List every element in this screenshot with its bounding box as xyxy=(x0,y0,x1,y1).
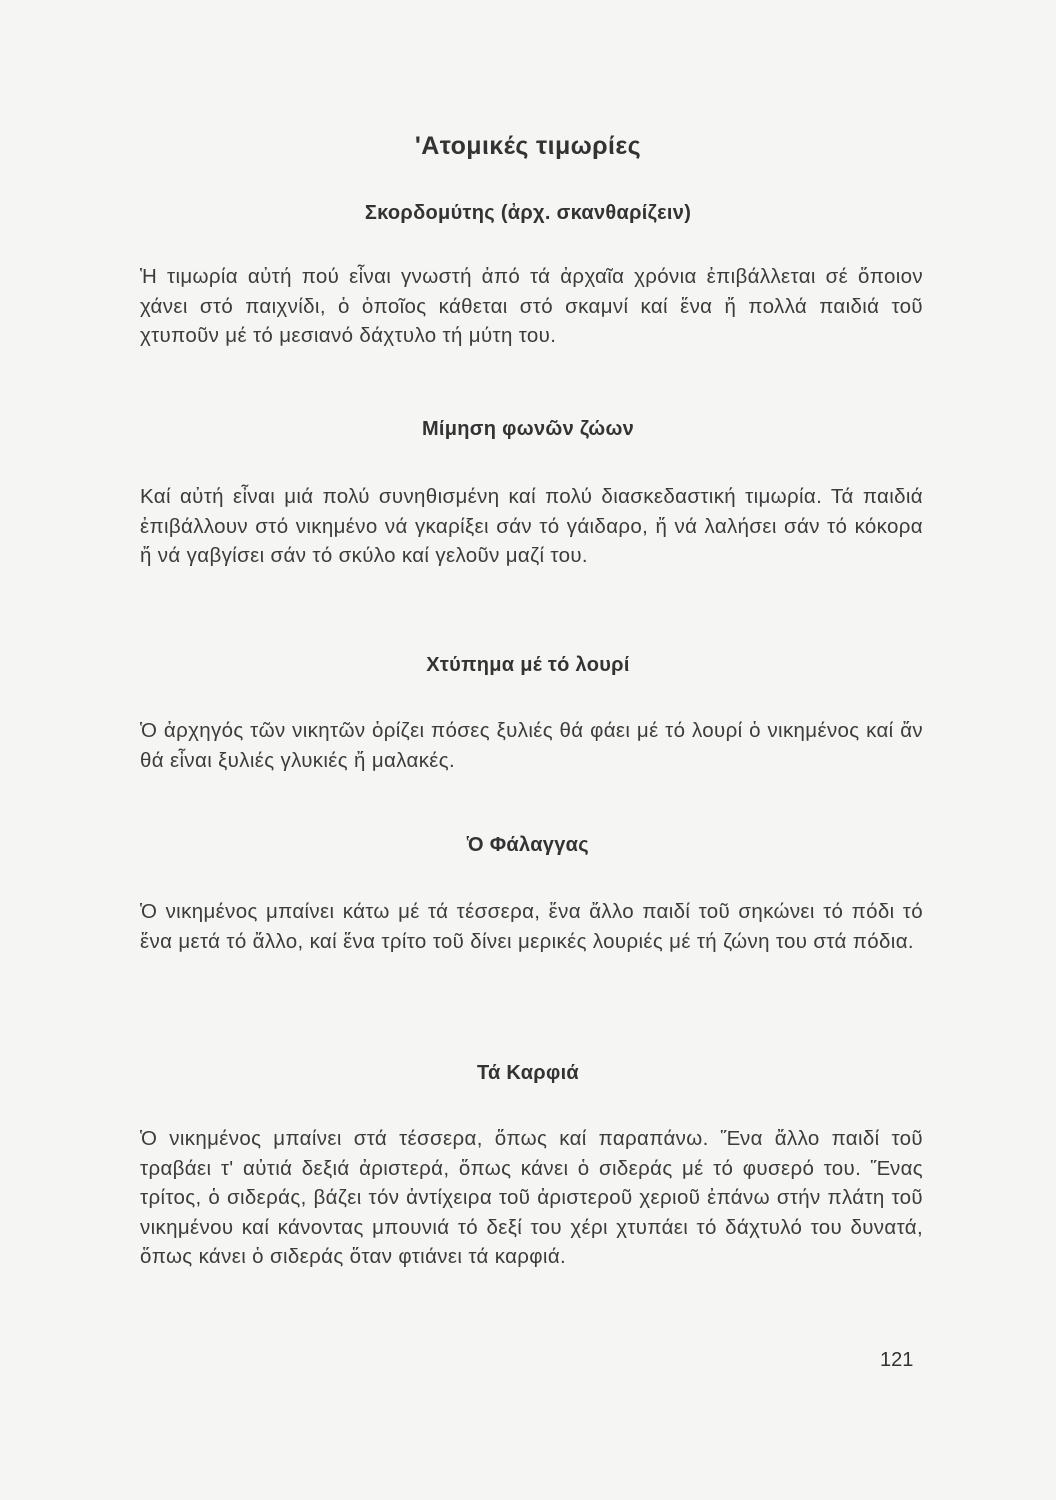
page-title: 'Ατομικές τιμωρίες xyxy=(414,132,642,160)
section-text-nails: Ὁ νικημένος μπαίνει στά τέσσερα, ὅπως καί παραπάνω. Ἕνα ἄλλο παιδί τοῦ τραβάει τ' αὐτιά δεξιά ἀριστερά, ὅπως κάνει ὁ σιδεράς μέ τό φυσερό του. Ἕνας τρίτος, ὁ σιδεράς, βάζει τόν ἀντίχειρα τοῦ ἀριστεροῦ χεριοῦ ἐπάνω στήν πλάτη τοῦ νικημένου καί κάνοντας μπουνιά τό δεξί του χέρι χτυπάει τό δάχτυλό του δυνατά, ὅπως κάνει ὁ σιδεράς ὅταν φτιάνει τά καρφιά. xyxy=(140,1127,923,1268)
section-text-animal-voices: Καί αὐτή εἶναι μιά πολύ συνηθισμένη καί πολύ διασκεδαστική τιμωρία. Τά παιδιά ἐπιβάλλουν στό νικημένο νά γκαρίξει σάν τό γάιδαρο, ἤ νά λαλήσει σάν τό κόκορα ἤ νά γαβγίσει σάν τό σκύλο καί γελοῦν μαζί του. xyxy=(140,485,923,567)
section-text-falangas: Ὁ νικημένος μπαίνει κάτω μέ τά τέσσερα, ἕνα ἄλλο παιδί τοῦ σηκώνει τό πόδι τό ἕνα μετά τό ἄλλο, καί ἕνα τρίτο τοῦ δίνει μερικές λουριές μέ τή ζώνη του στά πόδια. xyxy=(140,900,923,953)
section-heading-skordomytis: Σκορδομύτης (ἀρχ. σκανθαρίζειν) xyxy=(364,202,692,224)
section-text-skordomytis: Ἡ τιμωρία αὐτή πού εἶναι γνωστή ἀπό τά ἀρχαῖα χρόνια ἐπιβάλλεται σέ ὅποιον χάνει στό παιχνίδι, ὁ ὁποῖος κάθεται στό σκαμνί καί ἕνα ἤ πολλά παιδιά τοῦ χτυποῦν μέ τό μεσιανό δάχτυλο τή μύτη του. xyxy=(140,265,923,347)
section-heading-strap-beating: Χτύπημα μέ τό λουρί xyxy=(426,654,630,676)
section-heading-falangas: Ὁ Φάλαγγας xyxy=(467,834,589,856)
section-text-strap-beating: Ὁ ἀρχηγός τῶν νικητῶν ὁρίζει πόσες ξυλιές θά φάει μέ τό λουρί ὁ νικημένος καί ἄν θά εἶναι ξυλιές γλυκιές ἤ μαλακές. xyxy=(140,719,923,772)
section-heading-animal-voices: Μίμηση φωνῶν ζώων xyxy=(421,418,635,440)
page-number: 121 xyxy=(880,1349,914,1371)
section-heading-nails: Τά Καρφιά xyxy=(476,1062,580,1084)
